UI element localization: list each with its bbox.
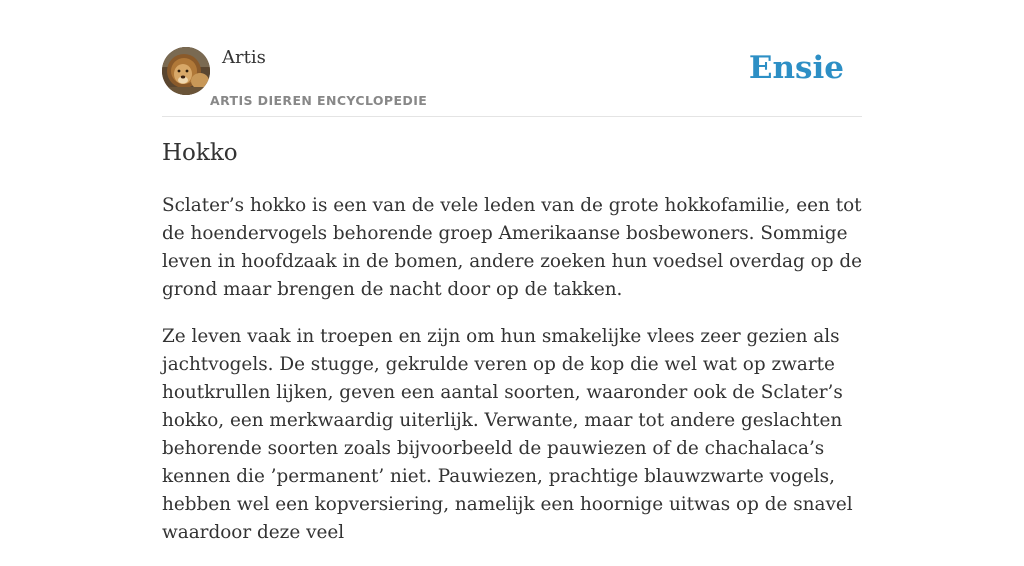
article-body <box>162 192 862 566</box>
brand-logo[interactable]: Ensie <box>748 50 844 86</box>
author-name[interactable]: Artis <box>222 47 266 68</box>
lion-avatar-icon <box>162 47 210 95</box>
publication-name[interactable]: ARTIS DIEREN ENCYCLOPEDIE <box>210 93 428 108</box>
header <box>162 0 862 117</box>
article-title: Hokko <box>162 140 238 166</box>
article-paragraph: Ze leven vaak in troepen en zijn om hun smakelijke vlees zeer gezien als jachtvogels. De stugge, gekrulde veren op de kop die wel wat op zwarte houtkrullen lijken, geven een aantal soorten, waaronder ook de Sclater’s hokko, een merkwaardig uiterlijk. Verwante, maar tot andere geslachten behorende soorten zoals bijvoorbeeld de pauwiezen of de chachalaca’s kennen die ’permanent’ niet. Pauwiezen, prachtige blauwzwarte vogels, hebben wel een kopversiering, namelijk een hoornige uitwas op de snavel waardoor deze veel <box>162 326 853 543</box>
author-avatar[interactable] <box>162 47 210 95</box>
page <box>162 0 862 543</box>
article-paragraph: Sclater’s hokko is een van de vele leden van de grote hokkofamilie, een tot de hoendervogels behorende groep Amerikaanse bosbewoners. Sommige leven in hoofdzaak in de bomen, andere zoeken hun voedsel overdag op de grond maar brengen de nacht door op de takken. <box>162 195 862 300</box>
